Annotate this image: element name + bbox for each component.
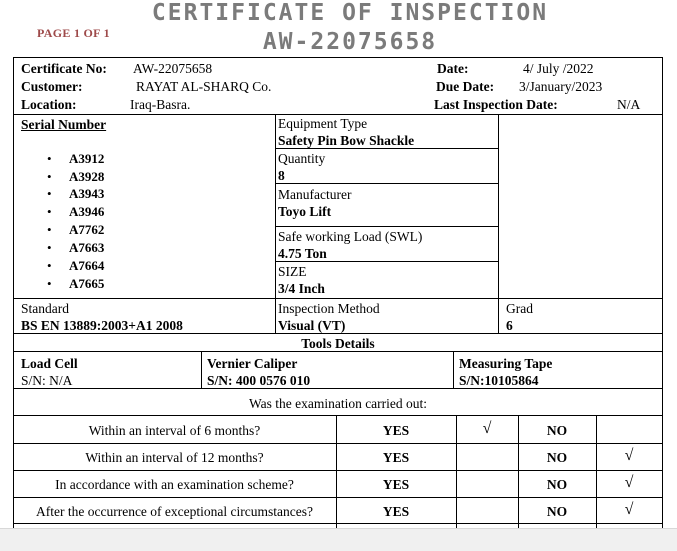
exam-question: Was the examination carried out: [248, 396, 428, 411]
certificate-code: AW-22075658 [262, 29, 438, 55]
inspection-method-value: Visual (VT) [278, 318, 346, 333]
grad-label: Grad [506, 301, 533, 316]
date-label: Date: [437, 61, 469, 76]
size-value: 3/4 Inch [278, 281, 325, 296]
size-label: SIZE [278, 264, 307, 279]
swl-label: Safe working Load (SWL) [278, 229, 423, 244]
standard-label: Standard [21, 301, 69, 316]
serial-item: • A3946 [69, 204, 104, 220]
exam-row-label: Within an interval of 6 months? [88, 423, 261, 438]
no-label: NO [546, 450, 568, 465]
location-value: Iraq-Basra. [130, 97, 191, 112]
page-label: PAGE 1 OF 1 [37, 26, 110, 40]
yes-label: YES [382, 477, 410, 492]
no-label: NO [546, 504, 568, 519]
serial-item: • A7762 [69, 222, 104, 238]
due-date-label: Due Date: [436, 79, 495, 94]
yes-label: YES [382, 504, 410, 519]
serial-item: • A3943 [69, 186, 104, 202]
date-value: 4/ July /2022 [523, 61, 594, 76]
no-check-icon: √ [624, 474, 634, 491]
quantity-label: Quantity [278, 151, 326, 166]
serial-item: • A3928 [69, 169, 104, 185]
due-date-value: 3/January/2023 [519, 79, 603, 94]
vernier-caliper-label: Vernier Caliper [207, 356, 298, 371]
last-inspection-value: N/A [617, 97, 641, 112]
exam-row-label: Within an interval of 12 months? [85, 450, 264, 465]
inspection-method-label: Inspection Method [278, 301, 380, 316]
no-check-icon: √ [624, 501, 634, 518]
standard-value: BS EN 13889:2003+A1 2008 [21, 318, 183, 333]
swl-value: 4.75 Ton [278, 246, 327, 261]
quantity-value: 8 [278, 168, 285, 183]
customer-label: Customer: [21, 79, 83, 94]
yes-label: YES [382, 423, 410, 438]
yes-check-icon: √ [482, 420, 492, 437]
tools-details-title: Tools Details [301, 336, 375, 351]
serial-number-label: Serial Number [21, 117, 107, 132]
exam-row-label: In accordance with an examination scheme? [55, 477, 294, 492]
vernier-caliper-sn: S/N: 400 0576 010 [207, 373, 311, 388]
page-title: CERTIFICATE OF INSPECTION [151, 0, 549, 26]
measuring-tape-label: Measuring Tape [459, 356, 553, 371]
equipment-type-value: Safety Pin Bow Shackle [278, 133, 415, 148]
last-inspection-label: Last Inspection Date: [434, 97, 558, 112]
location-label: Location: [21, 97, 77, 112]
cert-no-value: AW-22075658 [133, 61, 213, 76]
manufacturer-value: Toyo Lift [278, 204, 332, 219]
load-cell-label: Load Cell [21, 356, 78, 371]
serial-item: • A7665 [69, 276, 104, 292]
serial-item: • A7663 [69, 240, 104, 256]
serial-item: • A3912 [69, 151, 104, 167]
serial-item: • A7664 [69, 258, 104, 274]
yes-label: YES [382, 450, 410, 465]
measuring-tape-sn: S/N:10105864 [459, 373, 539, 388]
manufacturer-label: Manufacturer [278, 187, 352, 202]
equipment-type-label: Equipment Type [278, 116, 368, 131]
viewer-bottom-bar [0, 528, 677, 551]
exam-row-label: After the occurrence of exceptional circumstances? [36, 504, 313, 519]
cert-no-label: Certificate No: [21, 61, 107, 76]
load-cell-sn: S/N: N/A [21, 373, 73, 388]
no-label: NO [546, 423, 568, 438]
grad-value: 6 [506, 318, 513, 333]
customer-value: RAYAT AL-SHARQ Co. [136, 79, 272, 94]
no-label: NO [546, 477, 568, 492]
no-check-icon: √ [624, 447, 634, 464]
